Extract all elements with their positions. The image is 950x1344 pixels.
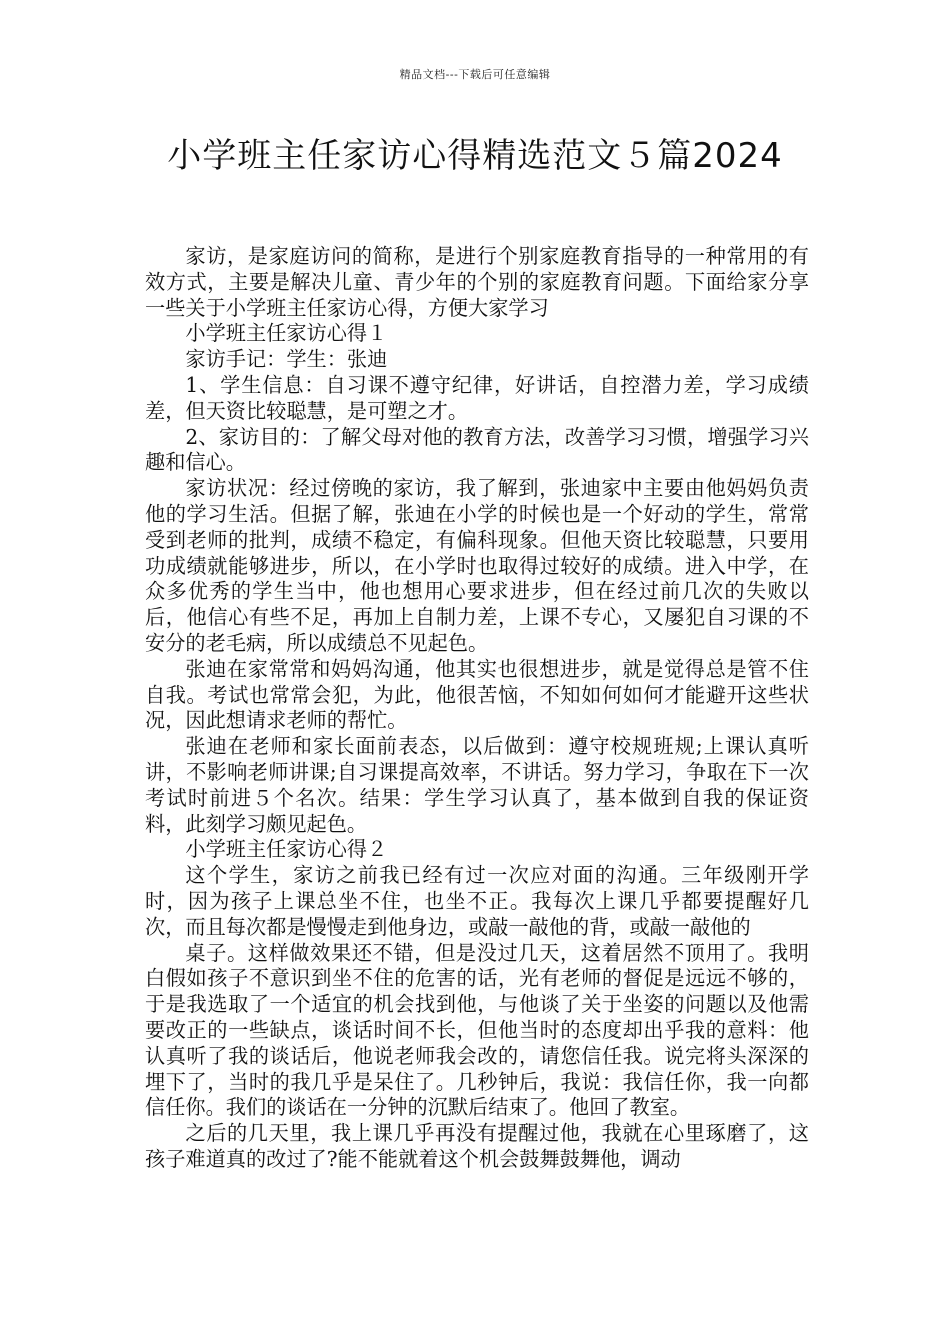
document-body	[145, 244, 809, 1173]
paragraph: 1、学生信息：自习课不遵守纪律，好讲话，自控潜力差，学习成绩差，但天资比较聪慧，是可塑之才。	[145, 372, 809, 423]
paragraph: 张迪在老师和家长面前表态，以后做到：遵守校规班规;上课认真听讲，不影响老师讲课;自习课提高效率，不讲话。努力学习，争取在下一次考试时前进５个名次。结果：学生学习认真了，基本做到自我的保证资料，此刻学习颇见起色。	[145, 734, 809, 836]
paragraph: 家访，是家庭访问的简称，是进行个别家庭教育指导的一种常用的有效方式，主要是解决儿童、青少年的个别的家庭教育问题。下面给家分享一些关于小学班主任家访心得，方便大家学习	[145, 244, 809, 320]
paragraph: 之后的几天里，我上课几乎再没有提醒过他，我就在心里琢磨了，这孩子难道真的改过了?能不能就着这个机会鼓舞鼓舞他，调动	[145, 1121, 809, 1171]
section-heading: 小学班主任家访心得１	[185, 321, 388, 346]
paragraph: 张迪在家常常和妈妈沟通，他其实也很想进步，就是觉得总是管不住自我。考试也常常会犯，为此，他很苦恼，不知如何如何才能避开这些状况，因此想请求老师的帮忙。	[145, 656, 809, 733]
header-note: 精品文档---下载后可任意编辑	[399, 68, 551, 81]
document-title: 小学班主任家访心得精选范文５篇2024	[167, 136, 783, 176]
paragraph: 家访手记：学生：张迪	[185, 347, 388, 372]
paragraph: 桌子。这样做效果还不错，但是没过几天，这着居然不顶用了。我明白假如孩子不意识到坐不住的危害的话，光有老师的督促是远远不够的，于是我选取了一个适宜的机会找到他，与他谈了关于坐姿的问题以及他需要改正的一些缺点，谈话时间不长，但他当时的态度却出乎我的意料：他认真听了我的谈话后，他说老师我会改的，请您信任我。说完将头深深的埋下了，当时的我几乎是呆住了。几秒钟后，我说：我信任你，我一向都信任你。我们的谈话在一分钟的沉默后结束了。他回了教室。	[145, 940, 809, 1120]
section-heading: 小学班主任家访心得２	[185, 837, 388, 862]
paragraph: 2、家访目的：了解父母对他的教育方法，改善学习习惯，增强学习兴趣和信心。	[145, 424, 809, 475]
paragraph: 家访状况：经过傍晚的家访，我了解到，张迪家中主要由他妈妈负责他的学习生活。但据了解，张迪在小学的时候也是一个好动的学生，常常受到老师的批判，成绩不稳定，有偏科现象。但他天资比较聪慧，只要用功成绩就能够进步，所以，在小学时也取得过较好的成绩。进入中学，在众多优秀的学生当中，他也想用心要求进步，但在经过前几次的失败以后，他信心有些不足，再加上自制力差，上课不专心，又屡犯自习课的不安分的老毛病，所以成绩总不见起色。	[145, 476, 809, 655]
paragraph: 这个学生，家访之前我已经有过一次应对面的沟通。三年级刚开学时，因为孩子上课总坐不住，也坐不正。我每次上课几乎都要提醒好几次，而且每次都是慢慢走到他身边，或敲一敲他的背，或敲一敲他的	[145, 863, 809, 939]
